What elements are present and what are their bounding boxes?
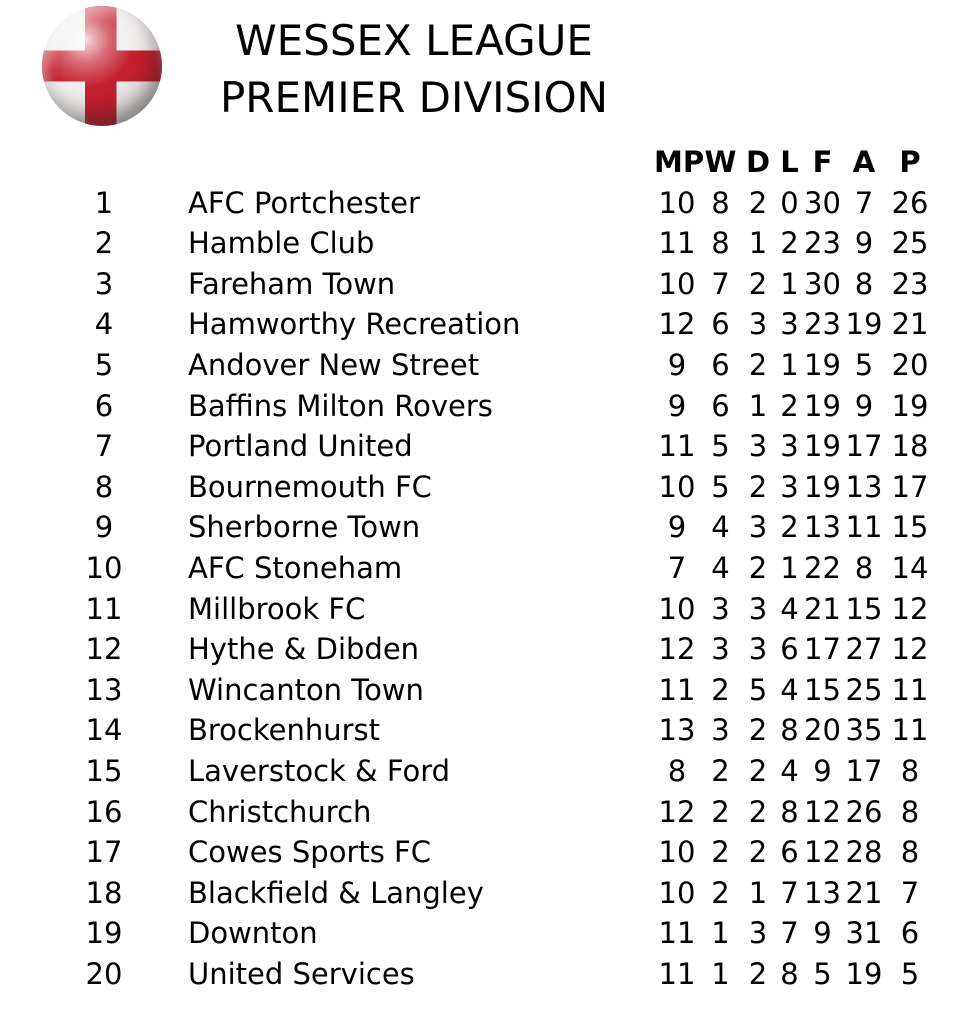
stat-p-cell: 6	[900, 916, 920, 951]
stat-l-cell: 1	[780, 266, 799, 301]
stat-d-cell: 5	[748, 672, 768, 707]
stat-a-cell: 19	[845, 307, 883, 342]
page-header	[0, 0, 954, 132]
table-body	[0, 183, 954, 995]
stat-l-cell: 4	[780, 591, 799, 626]
position-cell: 11	[85, 591, 123, 626]
stat-l-cell: 0	[780, 185, 799, 220]
stat-mp-cell: 7	[667, 550, 687, 585]
stat-p-cell: 21	[891, 307, 929, 342]
stat-w-cell: 1	[711, 916, 730, 951]
column-header-a: A	[852, 145, 876, 179]
stat-mp-cell: 9	[667, 388, 687, 423]
position-cell: 18	[85, 875, 123, 910]
stat-w-cell: 8	[711, 226, 730, 261]
stat-l-cell: 2	[780, 226, 799, 261]
team-name-cell: Baffins Milton Rovers	[188, 388, 493, 423]
team-name-cell: Christchurch	[188, 794, 372, 829]
stat-l-cell: 4	[780, 672, 799, 707]
team-name-cell: Sherborne Town	[188, 510, 421, 545]
position-cell: 7	[94, 429, 114, 464]
position-cell: 1	[94, 185, 114, 220]
stat-w-cell: 2	[711, 875, 730, 910]
stat-mp-cell: 10	[658, 591, 696, 626]
stat-mp-cell: 9	[667, 347, 687, 382]
stat-w-cell: 3	[711, 632, 730, 667]
column-header-f: F	[812, 145, 833, 179]
stat-f-cell: 12	[804, 794, 841, 829]
stat-f-cell: 30	[804, 185, 841, 220]
stat-d-cell: 3	[748, 591, 768, 626]
stat-a-cell: 28	[845, 835, 883, 870]
stat-l-cell: 6	[780, 632, 799, 667]
stat-f-cell: 15	[804, 672, 841, 707]
team-name-cell: Hamworthy Recreation	[188, 307, 521, 342]
team-name-cell: United Services	[188, 956, 415, 991]
team-name-cell: Andover New Street	[188, 347, 480, 382]
stat-w-cell: 3	[711, 713, 730, 748]
team-name-cell: Hamble Club	[188, 226, 375, 261]
position-header-cell	[20, 142, 188, 183]
table-row	[0, 386, 954, 427]
stat-l-cell: 6	[780, 835, 799, 870]
stat-d-cell: 1	[748, 875, 768, 910]
stat-p-cell: 12	[891, 632, 929, 667]
stat-a-cell: 21	[845, 875, 883, 910]
table-row	[0, 345, 954, 386]
stat-d-cell: 1	[748, 388, 768, 423]
team-name-cell: AFC Stoneham	[188, 550, 403, 585]
position-cell: 20	[85, 956, 123, 991]
stat-a-cell: 11	[845, 510, 883, 545]
position-cell: 10	[85, 550, 123, 585]
stat-p-cell: 19	[891, 388, 929, 423]
stat-a-cell: 9	[854, 388, 874, 423]
standings-table	[0, 142, 954, 994]
stat-d-cell: 2	[748, 469, 768, 504]
stat-l-cell: 1	[780, 347, 799, 382]
stat-d-cell: 3	[748, 510, 768, 545]
table-row	[0, 629, 954, 670]
column-header-l: L	[780, 145, 799, 179]
stat-a-cell: 26	[845, 794, 883, 829]
stat-f-cell: 17	[804, 632, 841, 667]
table-row	[0, 507, 954, 548]
stat-p-cell: 11	[891, 713, 929, 748]
team-name-cell: Brockenhurst	[188, 713, 381, 748]
stat-l-cell: 1	[780, 550, 799, 585]
stat-d-cell: 2	[748, 713, 768, 748]
stat-a-cell: 31	[845, 916, 883, 951]
flag-gloss-highlight	[42, 6, 162, 126]
stat-p-cell: 25	[891, 226, 929, 261]
stat-p-cell: 7	[900, 875, 920, 910]
position-cell: 5	[94, 347, 114, 382]
stat-p-cell: 8	[900, 794, 920, 829]
title-line-2: PREMIER DIVISION	[219, 73, 609, 122]
stat-d-cell: 2	[748, 753, 768, 788]
column-header-p: P	[899, 145, 921, 179]
position-cell: 4	[94, 307, 114, 342]
stat-l-cell: 8	[780, 956, 799, 991]
stat-p-cell: 18	[891, 429, 929, 464]
table-row	[0, 548, 954, 589]
stat-a-cell: 17	[845, 753, 883, 788]
stat-p-cell: 12	[891, 591, 929, 626]
stat-f-cell: 13	[804, 510, 841, 545]
stat-mp-cell: 11	[658, 672, 696, 707]
stat-mp-cell: 12	[658, 794, 696, 829]
team-name-cell: Hythe & Dibden	[188, 632, 420, 667]
stat-w-cell: 5	[711, 429, 730, 464]
stat-mp-cell: 11	[658, 956, 696, 991]
table-row	[0, 792, 954, 833]
stat-p-cell: 11	[891, 672, 929, 707]
stat-f-cell: 19	[804, 388, 841, 423]
stat-mp-cell: 8	[667, 753, 687, 788]
stat-mp-cell: 11	[658, 226, 696, 261]
stat-d-cell: 2	[748, 835, 768, 870]
stat-d-cell: 3	[748, 632, 768, 667]
stat-l-cell: 2	[780, 510, 799, 545]
stat-l-cell: 8	[780, 713, 799, 748]
table-header-row	[0, 142, 954, 183]
stat-f-cell: 22	[804, 550, 841, 585]
stat-a-cell: 35	[845, 713, 883, 748]
stat-a-cell: 9	[854, 226, 874, 261]
column-header-d: D	[745, 145, 771, 179]
stat-d-cell: 2	[748, 956, 768, 991]
position-cell: 6	[94, 388, 114, 423]
stat-f-cell: 13	[804, 875, 841, 910]
stat-d-cell: 3	[748, 429, 768, 464]
stat-l-cell: 3	[780, 429, 799, 464]
position-cell: 8	[94, 469, 114, 504]
stat-l-cell: 8	[780, 794, 799, 829]
team-name-cell: Fareham Town	[188, 266, 396, 301]
table-row	[0, 223, 954, 264]
position-cell: 13	[85, 672, 123, 707]
stat-w-cell: 2	[711, 753, 730, 788]
stat-d-cell: 2	[748, 550, 768, 585]
stat-f-cell: 21	[804, 591, 841, 626]
stat-p-cell: 23	[891, 266, 929, 301]
stat-w-cell: 7	[711, 266, 730, 301]
stat-f-cell: 19	[804, 347, 841, 382]
column-header-mp: MP	[654, 145, 705, 179]
table-row	[0, 183, 954, 224]
stat-d-cell: 2	[748, 185, 768, 220]
table-row	[0, 426, 954, 467]
stat-mp-cell: 10	[658, 469, 696, 504]
stat-w-cell: 6	[711, 388, 730, 423]
stat-p-cell: 15	[891, 510, 929, 545]
table-row	[0, 467, 954, 508]
team-name-cell: Downton	[188, 916, 318, 951]
team-name-cell: Blackfield & Langley	[188, 875, 484, 910]
position-cell: 15	[85, 753, 123, 788]
stat-w-cell: 2	[711, 794, 730, 829]
stat-l-cell: 4	[780, 753, 799, 788]
stat-mp-cell: 11	[658, 916, 696, 951]
stat-l-cell: 7	[780, 916, 799, 951]
table-row	[0, 832, 954, 873]
table-row	[0, 304, 954, 345]
stat-a-cell: 5	[854, 347, 874, 382]
position-cell: 17	[85, 835, 123, 870]
stat-p-cell: 17	[891, 469, 929, 504]
title-line-1: WESSEX LEAGUE	[235, 16, 593, 65]
table-row	[0, 913, 954, 954]
position-cell: 2	[94, 226, 114, 261]
stat-d-cell: 3	[748, 916, 768, 951]
stat-a-cell: 8	[854, 550, 874, 585]
table-row	[0, 670, 954, 711]
stat-f-cell: 30	[804, 266, 841, 301]
stat-w-cell: 3	[711, 591, 730, 626]
stat-p-cell: 14	[891, 550, 929, 585]
stat-w-cell: 1	[711, 956, 730, 991]
stat-f-cell: 23	[804, 307, 841, 342]
stat-p-cell: 26	[891, 185, 929, 220]
table-row	[0, 264, 954, 305]
team-name-cell: Wincanton Town	[188, 672, 424, 707]
stat-l-cell: 3	[780, 469, 799, 504]
table-row	[0, 873, 954, 914]
position-cell: 16	[85, 794, 123, 829]
stat-mp-cell: 13	[658, 713, 696, 748]
stat-mp-cell: 12	[658, 632, 696, 667]
stat-f-cell: 9	[813, 753, 832, 788]
table-row	[0, 751, 954, 792]
stat-w-cell: 8	[711, 185, 730, 220]
stat-d-cell: 3	[748, 307, 768, 342]
stat-f-cell: 12	[804, 835, 841, 870]
stat-f-cell: 19	[804, 469, 841, 504]
team-name-cell: AFC Portchester	[188, 185, 420, 220]
stat-p-cell: 20	[891, 347, 929, 382]
stat-d-cell: 2	[748, 794, 768, 829]
stat-a-cell: 7	[854, 185, 874, 220]
stat-mp-cell: 10	[658, 185, 696, 220]
table-row	[0, 710, 954, 751]
position-cell: 3	[94, 266, 114, 301]
team-header-cell	[188, 142, 654, 183]
stat-d-cell: 2	[748, 266, 768, 301]
table-row	[0, 589, 954, 630]
stat-mp-cell: 11	[658, 429, 696, 464]
stat-l-cell: 2	[780, 388, 799, 423]
stat-w-cell: 2	[711, 672, 730, 707]
stat-p-cell: 8	[900, 753, 920, 788]
team-name-cell: Cowes Sports FC	[188, 835, 431, 870]
stat-f-cell: 9	[813, 916, 832, 951]
stat-f-cell: 5	[813, 956, 832, 991]
stat-mp-cell: 10	[658, 875, 696, 910]
stat-mp-cell: 10	[658, 266, 696, 301]
stat-a-cell: 17	[845, 429, 883, 464]
team-name-cell: Portland United	[188, 429, 413, 464]
stat-w-cell: 4	[711, 510, 730, 545]
stat-a-cell: 19	[845, 956, 883, 991]
stat-w-cell: 5	[711, 469, 730, 504]
position-cell: 14	[85, 713, 123, 748]
page-title	[185, 12, 643, 126]
stat-a-cell: 8	[854, 266, 874, 301]
stat-f-cell: 20	[804, 713, 841, 748]
table-row	[0, 954, 954, 995]
stat-d-cell: 1	[748, 226, 768, 261]
column-header-w: W	[704, 145, 737, 179]
stat-a-cell: 27	[845, 632, 883, 667]
stat-f-cell: 23	[804, 226, 841, 261]
position-cell: 19	[85, 916, 123, 951]
stat-w-cell: 6	[711, 347, 730, 382]
stat-mp-cell: 12	[658, 307, 696, 342]
stat-l-cell: 7	[780, 875, 799, 910]
stat-mp-cell: 9	[667, 510, 687, 545]
team-name-cell: Bournemouth FC	[188, 469, 432, 504]
team-name-cell: Millbrook FC	[188, 591, 366, 626]
position-cell: 12	[85, 632, 123, 667]
stat-w-cell: 6	[711, 307, 730, 342]
england-flag-ball-icon	[42, 6, 162, 126]
team-name-cell: Laverstock & Ford	[188, 753, 451, 788]
stat-p-cell: 8	[900, 835, 920, 870]
stat-f-cell: 19	[804, 429, 841, 464]
stat-w-cell: 2	[711, 835, 730, 870]
position-cell: 9	[94, 510, 114, 545]
stat-l-cell: 3	[780, 307, 799, 342]
stat-mp-cell: 10	[658, 835, 696, 870]
stat-d-cell: 2	[748, 347, 768, 382]
stat-a-cell: 13	[845, 469, 883, 504]
stat-a-cell: 25	[845, 672, 883, 707]
stat-a-cell: 15	[845, 591, 883, 626]
stat-p-cell: 5	[900, 956, 920, 991]
stat-w-cell: 4	[711, 550, 730, 585]
